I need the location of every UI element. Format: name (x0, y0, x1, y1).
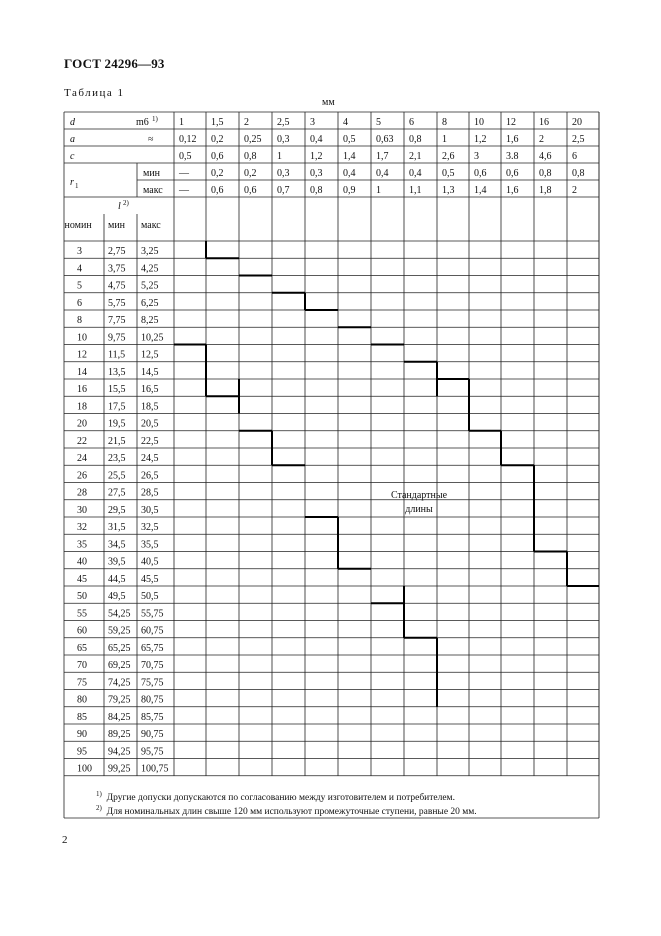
value-a-4: 0,4 (310, 134, 323, 145)
length-min: 27,5 (108, 487, 126, 499)
table-label: Таблица 1 (64, 87, 125, 99)
length-max: 90,75 (141, 729, 164, 740)
length-nominal: 14 (77, 366, 87, 378)
value-a-9: 1,2 (474, 134, 487, 145)
length-max: 70,75 (141, 660, 164, 671)
length-nominal: 50 (77, 591, 87, 602)
length-nominal: 10 (77, 332, 87, 344)
value-a-12: 2,5 (572, 134, 585, 145)
length-nominal: 85 (77, 711, 87, 723)
length-max-header: макс (141, 220, 161, 231)
standard-lengths-line-1: Стандартные (390, 490, 448, 501)
value-a-8: 1 (442, 134, 447, 145)
length-nominal: 8 (77, 315, 82, 326)
value-a-7: 0,8 (409, 134, 422, 145)
value-r-min-11: 0,8 (539, 168, 552, 179)
param-r-max-label: макс (143, 185, 163, 196)
length-min: 65,25 (108, 642, 131, 654)
length-nominal: 80 (77, 694, 87, 706)
value-r-max-12: 2 (572, 185, 577, 196)
length-min: 3,75 (108, 263, 126, 275)
length-nominal: 60 (77, 625, 87, 637)
length-max: 26,5 (141, 470, 159, 482)
length-nominal: 18 (77, 401, 87, 413)
length-min: 89,25 (108, 729, 131, 740)
length-max: 80,75 (141, 694, 164, 706)
value-d-1: 1,5 (211, 117, 224, 128)
length-max: 50,5 (141, 591, 159, 602)
length-min: 79,25 (108, 694, 131, 706)
length-max: 65,75 (141, 642, 164, 654)
value-a-5: 0,5 (343, 134, 356, 145)
value-d-5: 4 (343, 117, 348, 128)
value-r-max-4: 0,8 (310, 185, 323, 196)
length-nominal: 24 (77, 453, 87, 464)
value-r-min-10: 0,6 (506, 168, 519, 179)
value-a-2: 0,25 (244, 134, 262, 145)
length-max: 24,5 (141, 453, 159, 464)
length-min: 25,5 (108, 470, 126, 482)
length-max: 6,25 (141, 297, 159, 309)
length-nominal: 45 (77, 573, 87, 585)
length-nominal: 95 (77, 746, 87, 758)
length-max: 95,75 (141, 746, 164, 758)
length-nominal: 70 (77, 660, 87, 671)
value-c-0: 0,5 (179, 151, 192, 162)
length-nominal: 90 (77, 729, 87, 740)
value-c-8: 2,6 (442, 151, 455, 162)
value-d-8: 8 (442, 117, 447, 128)
length-max: 22,5 (141, 435, 159, 447)
length-min: 13,5 (108, 366, 126, 378)
value-r-max-9: 1,4 (474, 185, 487, 196)
length-nominal: 65 (77, 642, 87, 654)
value-d-4: 3 (310, 117, 315, 128)
length-min: 74,25 (108, 677, 131, 689)
document-header: ГОСТ 24296—93 (64, 56, 165, 71)
length-min: 15,5 (108, 384, 126, 395)
length-max: 55,75 (141, 608, 164, 620)
length-min: 5,75 (108, 297, 126, 309)
length-nominal: 26 (77, 470, 87, 482)
length-nominal: 4 (77, 263, 82, 275)
length-nominal: 30 (77, 504, 87, 516)
param-l-note: 2) (123, 199, 129, 207)
length-min: 44,5 (108, 573, 126, 585)
length-nominal: 32 (77, 522, 87, 533)
footnote-2: $^{2)}$ Для номинальных длин свыше 120 мм используют промежуточные ступени, равные 20 мм. (96, 804, 477, 818)
length-min: 23,5 (108, 453, 126, 464)
length-min: 94,25 (108, 746, 131, 758)
length-nominal: 22 (77, 435, 87, 447)
length-min: 69,25 (108, 660, 131, 671)
length-max: 20,5 (141, 418, 159, 430)
value-d-7: 6 (409, 117, 414, 128)
value-c-10: 3.8 (506, 151, 519, 162)
length-max: 5,25 (141, 280, 159, 292)
length-min: 54,25 (108, 608, 131, 620)
length-nominal: 35 (77, 539, 87, 551)
length-max: 10,25 (141, 332, 164, 344)
length-min: 49,5 (108, 591, 126, 602)
value-r-min-7: 0,4 (409, 168, 422, 179)
value-r-min-3: 0,3 (277, 168, 290, 179)
length-max: 30,5 (141, 504, 159, 516)
value-d-10: 12 (506, 117, 516, 128)
value-d-3: 2,5 (277, 117, 290, 128)
value-c-6: 1,7 (376, 151, 389, 162)
length-nominal: 5 (77, 280, 82, 292)
param-d-label: d (70, 117, 75, 128)
length-min: 7,75 (108, 315, 126, 326)
value-r-min-2: 0,2 (244, 168, 257, 179)
value-c-9: 3 (474, 151, 479, 162)
length-max: 35,5 (141, 539, 159, 551)
value-r-max-8: 1,3 (442, 185, 455, 196)
length-min-header: мин (108, 220, 126, 231)
value-d-11: 16 (539, 117, 549, 128)
length-nom-header: номин (64, 220, 92, 231)
param-a-symbol: ≈ (148, 134, 154, 145)
value-r-max-7: 1,1 (409, 185, 422, 196)
length-min: 21,5 (108, 435, 126, 447)
length-min: 39,5 (108, 556, 126, 568)
length-nominal: 16 (77, 384, 87, 395)
param-r-label: r (70, 177, 74, 188)
value-c-3: 1 (277, 151, 282, 162)
value-r-min-1: 0,2 (211, 168, 224, 179)
length-nominal: 40 (77, 556, 87, 568)
value-c-11: 4,6 (539, 151, 552, 162)
length-min: 84,25 (108, 711, 131, 723)
value-a-3: 0,3 (277, 134, 290, 145)
length-min: 31,5 (108, 522, 126, 533)
length-min: 99,25 (108, 763, 131, 775)
length-nominal: 75 (77, 677, 87, 689)
length-min: 29,5 (108, 504, 126, 516)
length-nominal: 55 (77, 608, 87, 620)
length-min: 9,75 (108, 332, 126, 344)
length-max: 32,5 (141, 522, 159, 533)
value-r-min-6: 0,4 (376, 168, 389, 179)
length-min: 34,5 (108, 539, 126, 551)
length-nominal: 28 (77, 487, 87, 499)
value-r-max-0: — (179, 185, 189, 196)
length-max: 85,75 (141, 711, 164, 723)
length-nominal: 20 (77, 418, 87, 430)
length-max: 8,25 (141, 315, 159, 326)
length-max: 3,25 (141, 246, 159, 257)
length-max: 28,5 (141, 487, 159, 499)
value-r-min-4: 0,3 (310, 168, 323, 179)
standard-lengths-line-2: длины (405, 504, 433, 515)
value-r-max-11: 1,8 (539, 185, 552, 196)
length-max: 100,75 (141, 763, 169, 775)
length-max: 60,75 (141, 625, 164, 637)
value-r-min-5: 0,4 (343, 168, 356, 179)
page-number: 2 (62, 834, 68, 846)
length-nominal: 3 (77, 246, 82, 257)
value-c-1: 0,6 (211, 151, 224, 162)
length-min: 11,5 (108, 349, 126, 361)
length-max: 75,75 (141, 677, 164, 689)
length-max: 40,5 (141, 556, 159, 568)
value-r-max-6: 1 (376, 185, 381, 196)
value-r-min-9: 0,6 (474, 168, 487, 179)
value-r-min-8: 0,5 (442, 168, 455, 179)
length-max: 14,5 (141, 366, 159, 378)
param-r-min-label: мин (143, 168, 161, 179)
length-max: 16,5 (141, 384, 159, 395)
length-min: 2,75 (108, 246, 126, 257)
param-c-label: c (70, 151, 75, 162)
value-d-6: 5 (376, 117, 381, 128)
value-d-2: 2 (244, 117, 249, 128)
param-d-tolerance: m6 (136, 117, 149, 128)
length-min: 19,5 (108, 418, 126, 430)
value-c-7: 2,1 (409, 151, 422, 162)
value-a-10: 1,6 (506, 134, 519, 145)
value-r-max-2: 0,6 (244, 185, 257, 196)
param-r-sub: 1 (75, 182, 79, 190)
length-min: 4,75 (108, 280, 126, 292)
value-d-0: 1 (179, 117, 184, 128)
value-r-max-3: 0,7 (277, 185, 290, 196)
length-max: 12,5 (141, 349, 159, 361)
value-c-5: 1,4 (343, 151, 356, 162)
value-r-max-10: 1,6 (506, 185, 519, 196)
value-a-6: 0,63 (376, 134, 394, 145)
length-min: 17,5 (108, 401, 126, 413)
length-nominal: 6 (77, 297, 82, 309)
value-r-min-12: 0,8 (572, 168, 585, 179)
standard-lengths-label (374, 489, 464, 517)
value-a-11: 2 (539, 134, 544, 145)
value-r-max-5: 0,9 (343, 185, 356, 196)
value-r-max-1: 0,6 (211, 185, 224, 196)
value-c-4: 1,2 (310, 151, 323, 162)
value-c-12: 6 (572, 151, 577, 162)
length-min: 59,25 (108, 625, 131, 637)
footnote-1: $^{1)}$ Другие допуски допускаются по согласованию между изготовителем и потребителем. (96, 790, 455, 804)
value-d-12: 20 (572, 117, 582, 128)
units-label: мм (322, 97, 335, 108)
value-a-1: 0,2 (211, 134, 224, 145)
length-max: 4,25 (141, 263, 159, 275)
length-max: 45,5 (141, 573, 159, 585)
value-a-0: 0,12 (179, 134, 197, 145)
length-nominal: 12 (77, 349, 87, 361)
param-d-note: 1) (152, 115, 158, 123)
value-d-9: 10 (474, 117, 484, 128)
length-max: 18,5 (141, 401, 159, 413)
param-a-label: a (70, 134, 75, 145)
value-c-2: 0,8 (244, 151, 257, 162)
length-nominal: 100 (77, 763, 92, 775)
param-l-label: l (118, 201, 121, 212)
value-r-min-0: — (179, 168, 189, 179)
